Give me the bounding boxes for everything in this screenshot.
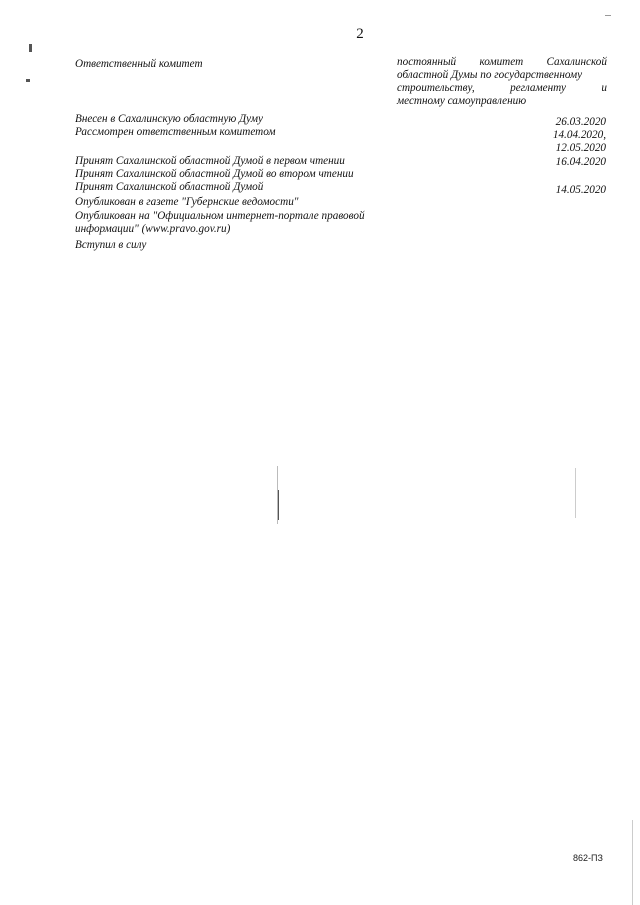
committee-word: Сахалинской bbox=[546, 56, 607, 68]
committee-word: строительству, bbox=[397, 82, 475, 94]
committee-word: и bbox=[601, 82, 607, 94]
committee-word: комитет bbox=[479, 56, 524, 68]
row-label-first-reading: Принят Сахалинской областной Думой в первом чтении bbox=[75, 155, 345, 167]
row-label-published-newspaper: Опубликован в газете "Губернские ведомости" bbox=[75, 196, 299, 208]
row-date-adopted: 14.05.2020 bbox=[555, 184, 606, 196]
row-label-reviewed: Рассмотрен ответственным комитетом bbox=[75, 126, 276, 138]
scan-line bbox=[632, 820, 633, 905]
responsible-committee-value bbox=[397, 56, 607, 108]
committee-word: регламенту bbox=[510, 82, 566, 94]
scan-mark bbox=[29, 44, 32, 52]
responsible-committee-label: Ответственный комитет bbox=[75, 58, 203, 70]
row-date-first-reading: 16.04.2020 bbox=[555, 156, 606, 168]
committee-word: постоянный bbox=[397, 56, 457, 68]
committee-word: областной Думы по государственному bbox=[397, 69, 583, 81]
row-label-submitted: Внесен в Сахалинскую областную Думу bbox=[75, 113, 263, 125]
scan-mark bbox=[26, 79, 30, 82]
row-label-second-reading: Принят Сахалинской областной Думой во втором чтении bbox=[75, 168, 354, 180]
row-date-reviewed: 14.04.2020, bbox=[552, 129, 606, 141]
row-label-published-portal: Опубликован на "Официальном интернет-портале правовой информации" (www.pravo.gov.ru) bbox=[75, 210, 365, 235]
footer-code: 862-ПЗ bbox=[573, 853, 603, 863]
page-number: 2 bbox=[356, 26, 364, 42]
committee-line-1 bbox=[397, 56, 607, 69]
row-label-in-force: Вступил в силу bbox=[75, 239, 147, 251]
scan-mark bbox=[605, 15, 611, 16]
committee-line-3 bbox=[397, 82, 607, 95]
scan-line bbox=[575, 468, 576, 518]
scan-line bbox=[278, 490, 279, 520]
committee-line-4 bbox=[397, 95, 607, 108]
committee-word: местному самоуправлению bbox=[397, 95, 527, 107]
committee-line-2 bbox=[397, 69, 607, 82]
row-label-adopted: Принят Сахалинской областной Думой bbox=[75, 181, 264, 193]
row-date-submitted: 26.03.2020 bbox=[555, 116, 606, 128]
row-date-reviewed-2: 12.05.2020 bbox=[555, 142, 606, 154]
